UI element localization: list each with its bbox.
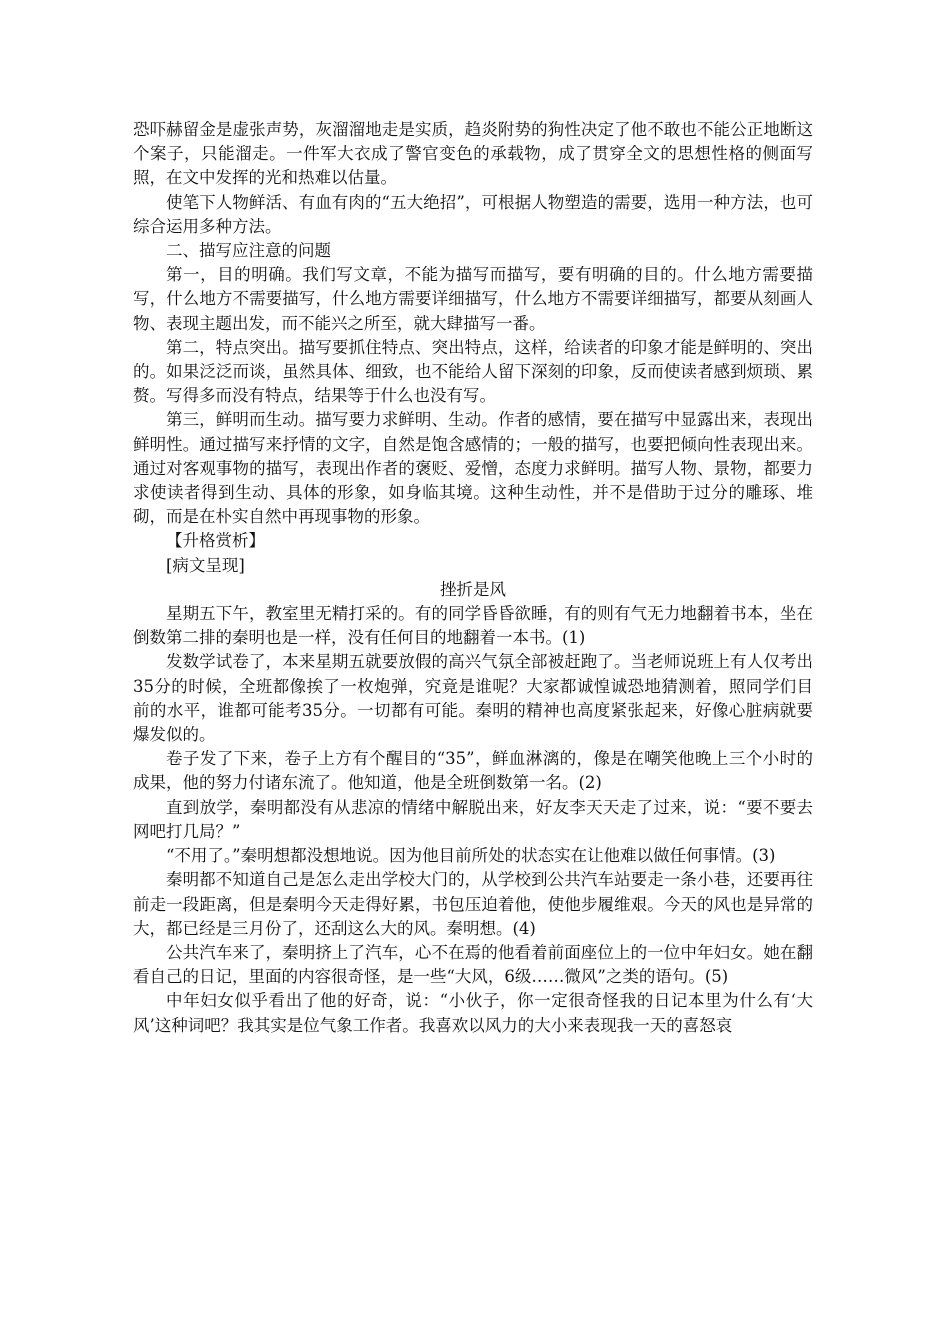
essay-paragraph-7: 公共汽车来了，秦明挤上了汽车，心不在焉的他看着前面座位上的一位中年妇女。她在翻看自己的日记，里面的内容很奇怪，是一些“大风，6级……微风”之类的语句。(5) xyxy=(133,942,813,987)
essay-paragraph-8: 中年妇女似乎看出了他的好奇，说：“小伙子，你一定很奇怪我的日记本里为什么有‘大风’这种词吧？我其实是位气象工作者。我喜欢以风力的大小来表现我一天的喜怒哀 xyxy=(133,991,813,1035)
essay-paragraph-3: 卷子发了下来，卷子上方有个醒目的“35”，鲜血淋漓的，像是在嘲笑他晚上三个小时的成果，他的努力付诸东流了。他知道，他是全班倒数第一名。(2) xyxy=(133,749,813,793)
paragraph-intro-continuation: 恐吓赫留金是虚张声势，灰溜溜地走是实质，趋炎附势的狗性决定了他不敢也不能公正地断这个案子，只能溜走。一件军大衣成了警官变色的承载物，成了贯穿全文的思想性格的侧面写照，在文中发挥的光和热难以估量。 xyxy=(133,120,813,188)
essay-paragraph-5: “不用了。”秦明想都没想地说。因为他目前所处的状态实在让他难以做任何事情。(3) xyxy=(166,846,776,866)
paragraph-point-two: 第二，特点突出。描写要抓住特点、突出特点，这样，给读者的印象才能是鲜明的、突出的。如果泛泛而谈，虽然具体、细致，也不能给人留下深刻的印象，反而使读者感到烦琐、累赘。写得多而没有特点，结果等于什么也没有写。 xyxy=(133,337,813,406)
section-heading-upgrade-analysis: 【升格赏析】 xyxy=(166,531,265,551)
paragraph-point-three: 第三，鲜明而生动。描写要力求鲜明、生动。作者的感情，要在描写中显露出来，表现出鲜明性。通过描写来抒情的文字，自然是饱含感情的；一般的描写，也要把倾向性表现出来。通过对客观事物的描写，表现出作者的褒贬、爱憎，态度力求鲜明。描写人物、景物，都要力求使读者得到生动、具体的形象，如身临其境。这种生动性，并不是借助于过分的雕琢、堆砌，而是在朴实自然中再现事物的形象。 xyxy=(133,410,813,527)
paragraph-five-tricks: 使笔下人物鲜活、有血有肉的“五大绝招”，可根据人物塑造的需要，选用一种方法，也可综合运用多种方法。 xyxy=(133,192,813,236)
essay-paragraph-4: 直到放学，秦明都没有从悲凉的情绪中解脱出来，好友李天天走了过来，说：“要不要去网吧打几局？” xyxy=(133,797,813,841)
essay-paragraph-2: 发数学试卷了，本来星期五就要放假的高兴气氛全部被赶跑了。当老师说班上有人仅考出35分的时候，全班都像挨了一枚炮弹，究竟是谁呢？大家都诚惶诚恐地猜测着，照同学们目前的水平，谁都可能考35分。一切都有可能。秦明的精神也高度紧张起来，好像心脏病就要爆发似的。 xyxy=(133,652,813,745)
essay-paragraph-6: 秦明都不知道自己是怎么走出学校大门的，从学校到公共汽车站要走一条小巷，还要再往前走一段距离，但是秦明今天走得好累，书包压迫着他，使他步履维艰。今天的风也是异常的大，都已经是三月份了，还刮这么大的风。秦明想。(4) xyxy=(133,870,813,938)
essay-paragraph-1: 星期五下午，教室里无精打采的。有的同学昏昏欲睡，有的则有气无力地翻着书本，坐在倒数第二排的秦明也是一样，没有任何目的地翻着一本书。(1) xyxy=(133,604,813,648)
section-heading-description-issues: 二、描写应注意的问题 xyxy=(166,241,331,261)
essay-title: 挫折是风 xyxy=(440,579,506,599)
paragraph-point-one: 第一，目的明确。我们写文章，不能为描写而描写，要有明确的目的。什么地方需要描写，什么地方不需要描写，什么地方需要详细描写，什么地方不需要详细描写，都要从刻画人物、表现主题出发，而不能兴之所至，就大肆描写一番。 xyxy=(133,265,813,333)
section-heading-flawed-essay: [病文呈现] xyxy=(166,555,245,575)
document-page xyxy=(133,118,813,1038)
